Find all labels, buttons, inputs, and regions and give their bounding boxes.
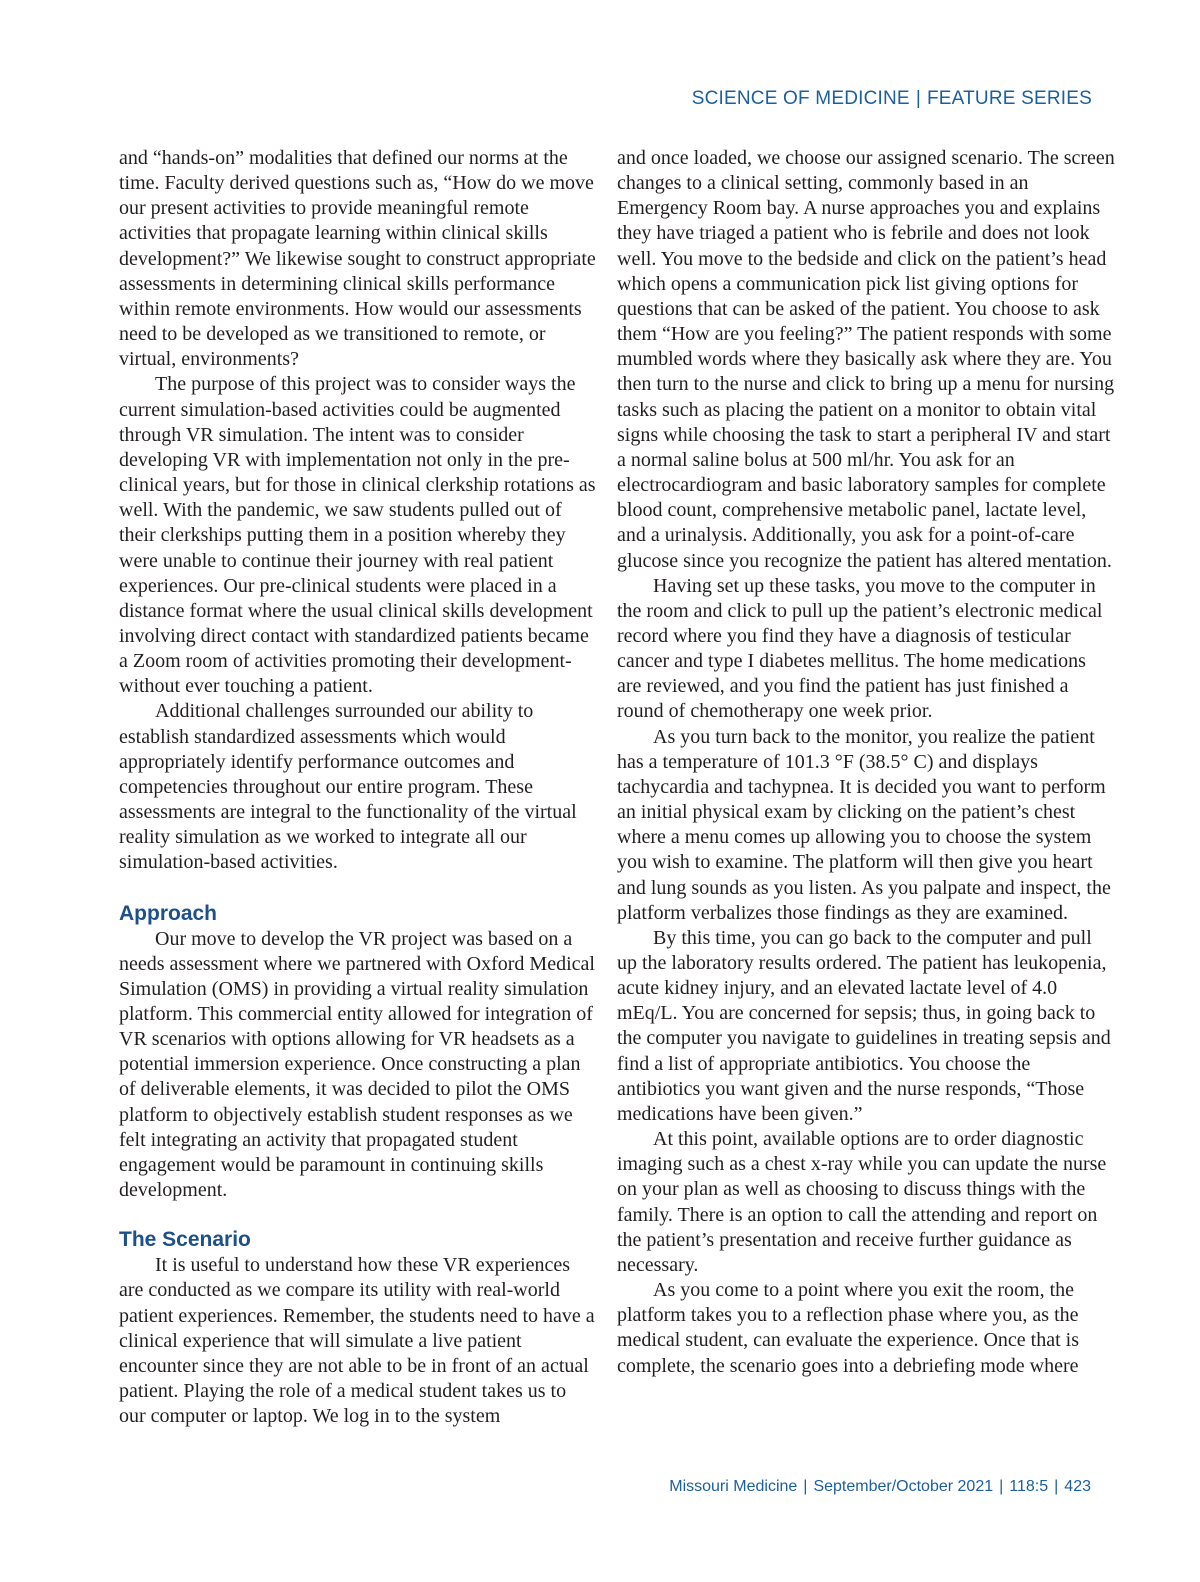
paragraph: Our move to develop the VR project was based on a needs assessment where we partnered with Oxford Medical Simulation (OMS) in providing a virtual reality simulation platform. This commercial entity allowed for integration of VR scenarios with options allowing for VR headsets as a potential immersion experience. Once constructing a plan of deliverable elements, it was decided to pilot the OMS platform to objectively establish student responses as we felt integrating an activity that propagated student engagement would be paramount in continuing skills development. [119,927,595,1202]
section-heading-scenario: The Scenario [119,1228,251,1252]
section-label: SCIENCE OF MEDICINE [691,88,910,109]
left-column [119,146,597,1429]
paragraph: As you turn back to the monitor, you realize the patient has a temperature of 101.3 °F (38.5° C) and displays tachycardia and tachypnea. It is decided you want to perform an initial physical exam by clicking on the patient’s chest where a menu comes up allowing you to choose the system you wish to examine. The platform will then give you heart and lung sounds as you listen. As you palpate and inspect, the platform verbalizes those findings as they are examined. [617,725,1111,924]
header-separator: | [915,88,921,109]
paragraph: By this time, you can go back to the computer and pull up the laboratory results ordered. The patient has leukopenia, acute kidney injury, and an elevated lactate level of 4.0 mEq/L. You are concerned for sepsis; thus, in going back to the computer you navigate to guidelines in treating sepsis and find a list of appropriate antibiotics. You choose the antibiotics you want given and the nurse responds, “Those medications have been given.” [617,926,1111,1125]
paragraph: The purpose of this project was to consider ways the current simulation-based activities could be augmented through VR simulation. The intent was to consider developing VR with implementation not only in the pre-clinical years, but for those in clinical clerkship rotations as well. With the pandemic, we saw students pulled out of their clerkships putting them in a position whereby they were unable to continue their journey with real patient experiences. Our pre-clinical students were placed in a distance format where the usual clinical skills development involving direct contact with standardized patients became a Zoom room of activities promoting their development- without ever touching a patient. [119,373,596,698]
footer-separator: | [999,1478,1004,1495]
running-header [692,88,1092,110]
paragraph: and “hands-on” modalities that defined our norms at the time. Faculty derived questions such as, “How do we move our present activities to provide meaningful remote activities that propagate learning within clinical skills development?” We likewise sought to construct appropriate assessments in determining clinical skills performance within remote environments. How would our assessments need to be developed as we transitioned to remote, or virtual, environments? [119,147,596,371]
paragraph: Additional challenges surrounded our ability to establish standardized assessments which would appropriately identify performance outcomes and competencies throughout our entire program. These assessments are integral to the functionality of the virtual reality simulation as we worked to integrate all our simulation-based activities. [119,700,577,874]
right-column [617,146,1115,1379]
footer-separator: | [1054,1478,1059,1495]
paragraph: As you come to a point where you exit the room, the platform takes you to a reflection phase where you, as the medical student, can evaluate the experience. Once that is complete, the scenario goes into a debriefing mode where [617,1279,1080,1377]
series-label: FEATURE SERIES [926,88,1092,109]
paragraph: and once loaded, we choose our assigned scenario. The screen changes to a clinical setting, commonly based in an Emergency Room bay. A nurse approaches you and explains they have triaged a patient who is febrile and does not look well. You move to the bedside and click on the patient’s head which opens a communication pick list giving options for questions that can be asked of the patient. You choose to ask them “How are you feeling?” The patient responds with some mumbled words where they basically ask where they are. You then turn to the nurse and click to bring up a menu for nursing tasks such as placing the patient on a monitor to obtain vital signs while choosing the task to start a peripheral IV and start a normal saline bolus at 500 ml/hr. You ask for an electrocardiogram and basic laboratory samples for complete blood count, comprehensive metabolic panel, lactate level, and a urinalysis. Additionally, you ask for a point-of-care glucose since you recognize the patient has altered mentation. [617,147,1115,572]
paragraph: It is useful to understand how these VR experiences are conducted as we compare its utility with real-world patient experiences. Remember, the students need to have a clinical experience that will simulate a live patient encounter since they are not able to be in front of an actual patient. Playing the role of a medical student takes us to our computer or laptop. We log in to the system [119,1254,595,1428]
issue-date: September/October 2021 [813,1478,994,1495]
paragraph: At this point, available options are to order diagnostic imaging such as a chest x-ray while you can update the nurse on your plan as well as choosing to discuss things with the family. There is an option to call the attending and report on the patient’s presentation and receive further guidance as necessary. [617,1128,1107,1276]
paragraph: Having set up these tasks, you move to the computer in the room and click to pull up the patient’s electronic medical record where you find they have a diagnosis of testicular cancer and type I diabetes mellitus. The home medications are reviewed, and you find the patient has just finished a round of chemotherapy one week prior. [617,574,1103,723]
journal-name: Missouri Medicine [669,1478,798,1495]
section-heading-approach: Approach [119,901,218,925]
volume-number: 118:5 [1009,1478,1049,1495]
running-footer [669,1478,1091,1496]
footer-separator: | [803,1478,808,1495]
page-number: 423 [1064,1478,1091,1495]
